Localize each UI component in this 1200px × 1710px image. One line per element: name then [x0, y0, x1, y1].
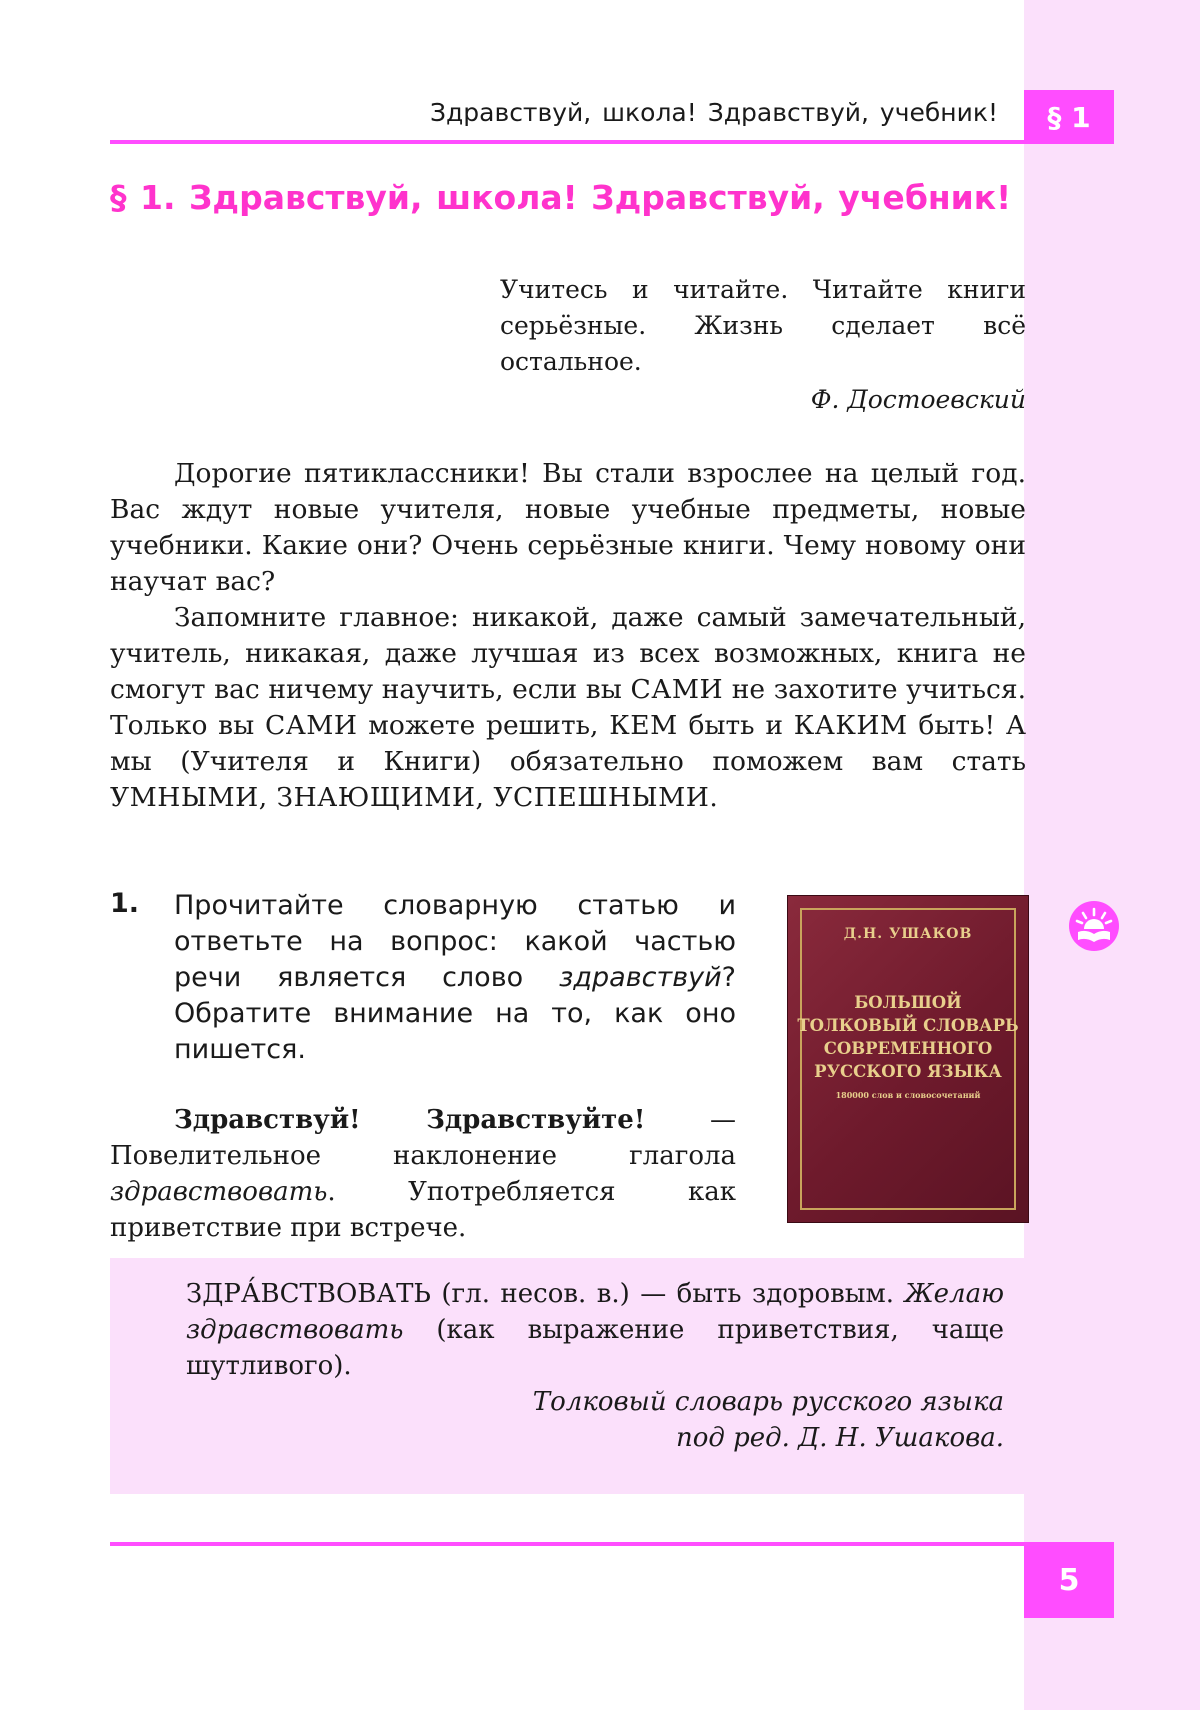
definition-headword: Здравствуй! Здравствуйте! — [174, 1105, 646, 1135]
dictionary-source: Толковый словарь русского языка под ред. Д. Н. Ушакова. — [532, 1387, 1004, 1453]
epigraph-text: Учитесь и читайте. Читайте книги серьёзные. Жизнь сделает всё остальное. — [500, 275, 1026, 376]
running-head: Здравствуй, школа! Здравствуй, учебник! — [429, 98, 998, 127]
intro-paragraph-2: Запомните главное: никакой, даже самый замечательный, учитель, никакая, даже лучшая из всех возможных, книга не смогут вас ничему научить, если вы САМИ не захотите учиться. Только вы САМИ можете решить, КЕМ быть и КАКИМ быть! А мы (Учителя и Книги) обязательно поможем вам стать УМНЫМИ, ЗНАЮЩИМИ, УСПЕШНЫМИ. — [110, 602, 1026, 813]
dictionary-entry-box — [110, 1258, 1026, 1494]
header-divider — [110, 140, 1024, 144]
exercise-number: 1. — [110, 888, 140, 919]
exercise-text: Прочитайте словарную статью и ответьте на вопрос: какой частью речи является слово здравствуй? Обратите внимание на то, как оно пишется. — [174, 890, 736, 1065]
definition-text: Здравствуй! Здравствуйте! — Повелительное наклонение глагола здравствовать. Употребляется как приветствие при встрече. — [110, 1105, 737, 1243]
intro-paragraph-1: Дорогие пятиклассники! Вы стали взрослее на целый год. Вас ждут новые учителя, новые учебные предметы, новые учебники. Какие они? Очень серьёзные книги. Чему новому они научат вас? — [110, 458, 1026, 597]
dictionary-entry-text: ЗДРА́ВСТВОВАТЬ (гл. несов. в.) — быть здоровым. Желаю здравствовать (как выражение приветствия, чаще шутливого). — [186, 1279, 1004, 1381]
sun-over-book-icon — [1068, 900, 1120, 952]
section-tab: § 1 — [1024, 90, 1114, 144]
dictionary-headword: ЗДРА́ВСТВОВАТЬ — [186, 1279, 431, 1309]
book-author: Д.Н. УШАКОВ — [843, 926, 973, 942]
section-title: § 1. Здравствуй, школа! Здравствуй, учебник! — [110, 178, 1012, 217]
intro-text — [110, 456, 1026, 816]
book-subtitle: 180000 слов и словосочетаний — [835, 1090, 981, 1100]
page-number: 5 — [1024, 1542, 1114, 1618]
epigraph-author: Ф. Достоевский — [810, 385, 1026, 414]
page-margin-strip — [1024, 0, 1200, 1710]
footer-divider — [110, 1542, 1024, 1546]
dictionary-book-cover — [788, 896, 1028, 1222]
book-title: БОЛЬШОЙ ТОЛКОВЫЙ СЛОВАРЬ СОВРЕМЕННОГО РУССКОГО ЯЗЫКА — [797, 993, 1019, 1081]
